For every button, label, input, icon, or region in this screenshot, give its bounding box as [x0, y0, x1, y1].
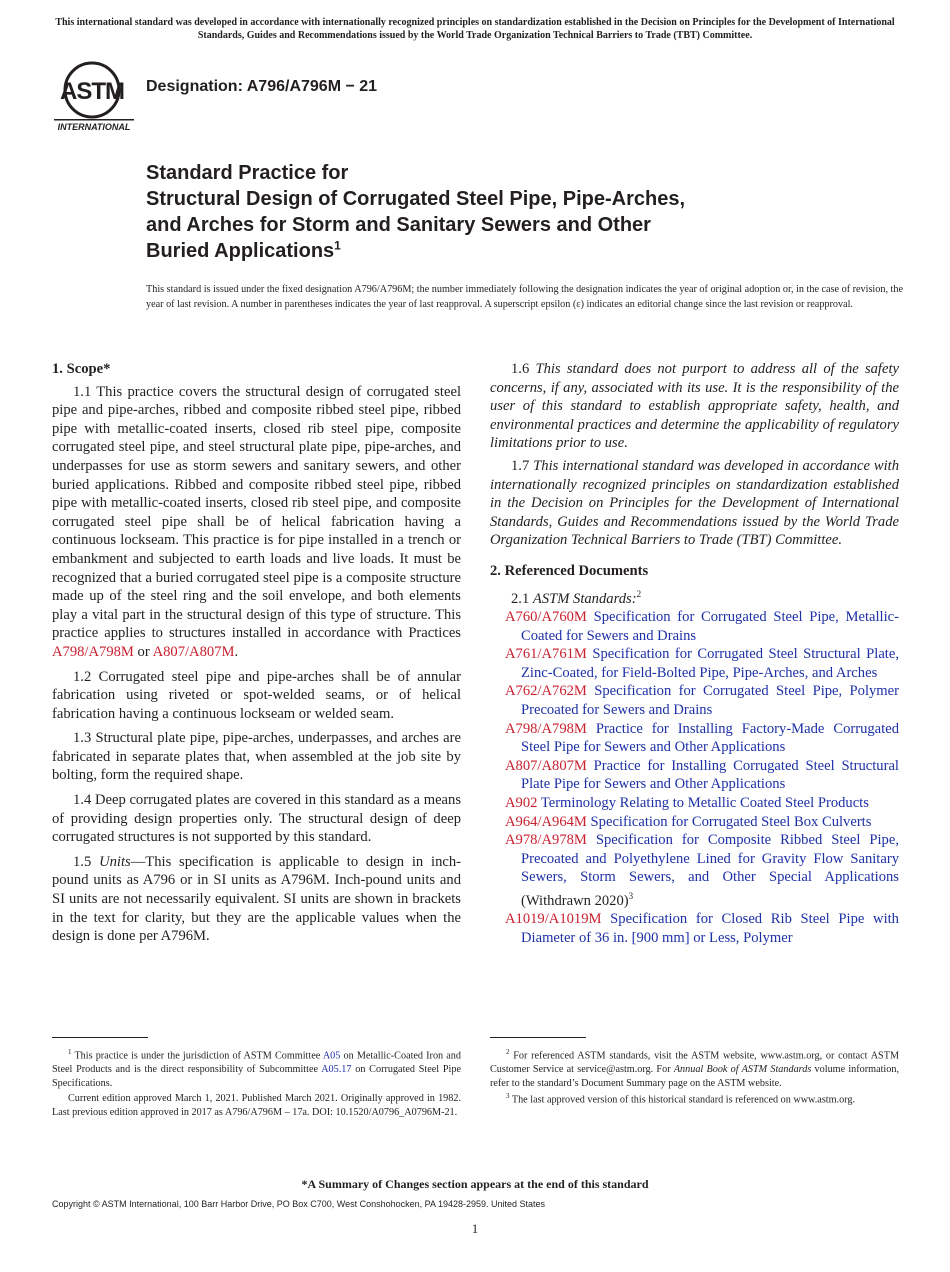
reference-item — [490, 720, 899, 757]
link-a807[interactable]: A807/A807M — [152, 643, 235, 660]
reference-title[interactable]: Specification for Corrugated Steel Structural Plate, Zinc-Coated, for Field-Bolted Pipe, Pipe-Arches, and Arches — [521, 646, 899, 681]
reference-item — [490, 794, 899, 813]
astm-logo-text: ASTM — [60, 78, 124, 105]
reference-code[interactable]: A1019/A1019M — [505, 911, 602, 928]
astm-logo-icon — [52, 60, 136, 132]
title-line-1: Standard Practice for — [146, 162, 349, 184]
reference-title[interactable]: Practice for Installing Factory-Made Corrugated Steel Pipe for Sewers and Other Applications — [521, 720, 899, 756]
link-subcommittee-a05-17[interactable]: A05.17 — [321, 1063, 352, 1075]
reference-title[interactable]: Specification for Corrugated Steel Pipe, Polymer Precoated for Sewers and Drains — [521, 683, 899, 718]
reference-code[interactable]: A762/A762M — [505, 683, 587, 700]
summary-of-changes-note: *A Summary of Changes section appears at the end of this standard — [301, 1177, 649, 1191]
wto-notice: This international standard was developed in accordance with internationally recognized principles on standardization established in the Decision on Principles for the Development of International Standards, Guides and Recommendations issued by the World Trade Organization Technical Barriers to Trade (TBT) Committee. — [55, 17, 895, 41]
title-footnote-ref: 1 — [334, 238, 341, 253]
reference-title[interactable]: Specification for Closed Rib Steel Pipe with Diameter of 36 in. [900 mm] or Less, Polymer — [521, 911, 899, 946]
issuance-note: This standard is issued under the fixed designation A796/A796M; the number immediately following the designation indicates the year of original adoption or, in the case of revision, the year of last revision. A number in parentheses indicates the year of last reapproval. A superscript epsilon (ε) indicates an editorial change since the last revision or reapproval. — [146, 284, 903, 310]
reference-code[interactable]: A760/A760M — [505, 608, 587, 625]
reference-item — [490, 608, 899, 645]
footnote-rule-left — [52, 1037, 148, 1038]
reference-item — [490, 682, 899, 719]
reference-code[interactable]: A807/A807M — [505, 757, 587, 774]
reference-title[interactable]: Specification for Corrugated Steel Box Culverts — [590, 813, 872, 830]
scope-para-1-4: 1.4 Deep corrugated plates are covered in this standard as a means of providing design properties only. The structural design of deep corrugated structures is not supported by this standard. — [52, 792, 461, 846]
edition-note: Current edition approved March 1, 2021. Published March 2021. Originally approved in 1982. Last previous edition approved in 2017 as A796/A796M – 17a. DOI: 10.1520/A0796_A0796M-21. — [52, 1093, 461, 1118]
right-column — [490, 360, 899, 948]
title-line-4: Buried Applications$^1$ — [146, 238, 341, 262]
astm-logo-subtext: INTERNATIONAL — [57, 122, 131, 132]
designation: Designation: A796/A796M − 21 — [146, 78, 378, 95]
title-line-2: Structural Design of Corrugated Steel Pipe, Pipe-Arches, — [146, 188, 686, 210]
footnote-3: $^3$ The last approved version of this historical standard is referenced on www.astm.org. — [506, 1092, 856, 1106]
reference-footnote-ref: 3 — [628, 890, 634, 901]
reference-code[interactable]: A902 — [505, 794, 538, 811]
reference-title[interactable]: Specification for Composite Ribbed Steel Pipe, Precoated and Polyethylene Lined for Gravity Flow Sanitary Sewers, Storm Sewers, and Other Special Applications — [521, 832, 899, 886]
footnotes-right — [490, 1046, 899, 1107]
footnote-rule-right — [490, 1037, 586, 1038]
scope-para-1-1: 1.1 This practice covers the structural design of corrugated steel pipe and pipe-arches, ribbed and composite ribbed steel pipe, ribbed pipe with metallic-coated inserts, closed rib steel pipe, composite corrugated steel pipe, and steel structural plate pipe, pipe-arches, and underpasses for use as storm sewers and sanitary sewers, and other buried applications. Ribbed and composite ribbed steel pipe, ribbed pipe with metallic-coated inserts, closed rib steel pipe, and composite corrugated steel pipe shall be of helical fabrication having a continuous lockseam. This practice is for pipe installed in a trench or embankment and subjected to earth loads and live loads. It must be recognized that a buried corrugated steel pipe is a composite structure made up of the steel ring and the soil envelope, and both elements play a vital part in the structural design of this type of structure. This practice applies to structures installed in accordance with Practices A798/A798M or A807/A807M. — [52, 383, 461, 660]
reference-item — [490, 831, 899, 910]
scope-para-1-3: 1.3 Structural plate pipe, pipe-arches, underpasses, and arches are fabricated in separate plates that, when assembled at the job site by bolting, form the required shape. — [52, 730, 461, 784]
reference-item — [490, 757, 899, 794]
footnotes-left — [52, 1046, 461, 1119]
reference-item — [490, 910, 899, 947]
link-committee-a05[interactable]: A05 — [322, 1050, 341, 1062]
scope-para-1-7: 1.7 This international standard was developed in accordance with internationally recognized principles on standardization established in the Decision on Principles for the Development of International Standards, Guides and Recommendations issued by the World Trade Organization Technical Barriers to Trade (TBT) Committee. — [490, 457, 900, 549]
reference-code[interactable]: A978/A978M — [505, 832, 587, 849]
reference-list — [490, 608, 899, 948]
astm-standards-subheading: 2.1 ASTM Standards:$^2$ — [511, 588, 642, 607]
footnote-2: $^2$ For referenced ASTM standards, visit the ASTM website, www.astm.org, or contact ASTM Customer Service at service@astm.org. For Annual Book of ASTM Standards volume information, refer to the standard’s Document Summary page on the ASTM website. — [490, 1048, 899, 1089]
scope-para-1-6: 1.6 This standard does not purport to address all of the safety concerns, if any, associated with its use. It is the responsibility of the user of this standard to establish appropriate safety, health, and environmental practices and determine the applicability of regulatory limitations prior to use. — [490, 361, 899, 452]
document-title — [146, 160, 866, 264]
footnote-1: $^1$ This practice is under the jurisdiction of ASTM Committee A05 on Metallic-Coated Iron and Steel Products and is the direct responsibility of Subcommittee A05.17 on Corrugated Steel Pipe Specifications. — [52, 1048, 462, 1089]
reference-item — [490, 645, 899, 682]
referenced-documents-heading: 2. Referenced Documents — [490, 562, 649, 579]
title-line-3: and Arches for Storm and Sanitary Sewers and Other — [146, 214, 651, 236]
page-number: 1 — [471, 1221, 479, 1236]
reference-code[interactable]: A798/A798M — [505, 720, 587, 737]
astm-logo — [52, 60, 136, 132]
link-a798[interactable]: A798/A798M — [52, 643, 134, 660]
reference-title[interactable]: Specification for Corrugated Steel Pipe, Metallic-Coated for Sewers and Drains — [521, 608, 899, 644]
left-column — [52, 360, 461, 952]
reference-item — [490, 813, 899, 832]
reference-code[interactable]: A761/A761M — [505, 646, 587, 663]
reference-code[interactable]: A964/A964M — [505, 813, 587, 830]
reference-title[interactable]: Practice for Installing Corrugated Steel Structural Plate Pipe for Sewers and Other Applications — [521, 757, 899, 793]
scope-heading: 1. Scope* — [52, 361, 111, 377]
reference-note: (Withdrawn 2020) — [521, 892, 629, 909]
reference-title[interactable]: Terminology Relating to Metallic Coated Steel Products — [540, 794, 869, 811]
scope-para-1-2: 1.2 Corrugated steel pipe and pipe-arches shall be of annular fabrication using riveted or spot-welded seams, or of helical fabrication having a continuous lockseam or welded seam. — [52, 668, 461, 722]
scope-para-1-5: 1.5 Units—This specification is applicable to design in inch-pound units as A796 or in SI units as A796M. Inch-pound units and SI units are not necessarily equivalent. SI units are shown in brackets in the text for clarity, but they are the applicable values when the design is done per A796M. — [52, 853, 462, 945]
copyright: Copyright © ASTM International, 100 Barr Harbor Drive, PO Box C700, West Conshohocken, PA 19428-2959. United States — [52, 1199, 546, 1209]
